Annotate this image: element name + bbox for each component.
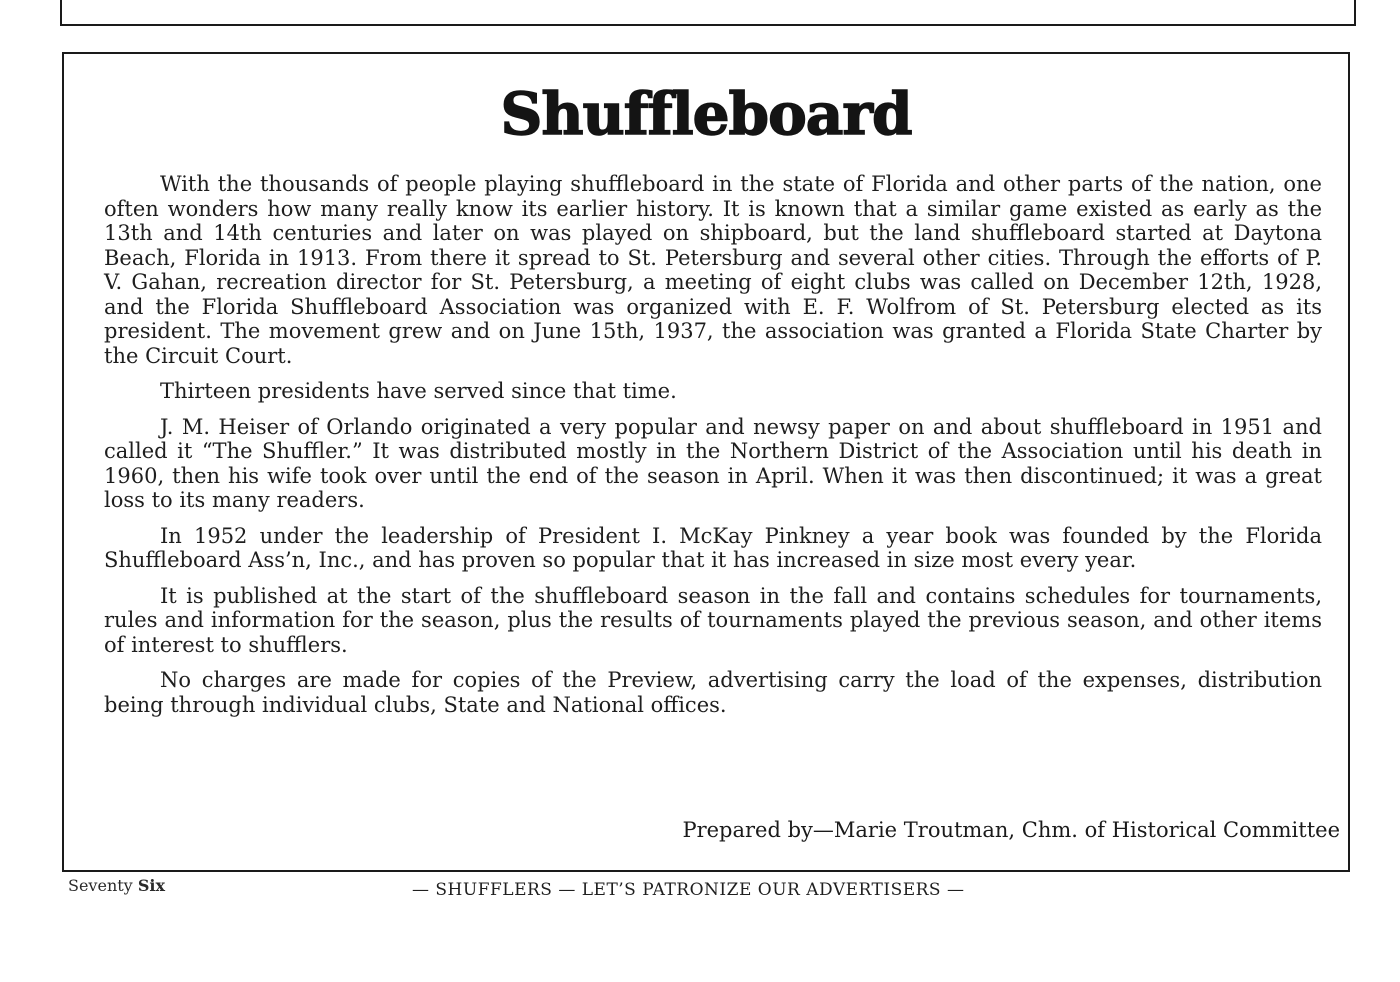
previous-article-box	[60, 0, 1356, 26]
paragraph-charges: No charges are made for copies of the Preview, advertising carry the load of the expenses, distribution being through individual clubs, State and National offices.	[104, 668, 1322, 717]
paragraph-publication: It is published at the start of the shuffleboard season in the fall and contains schedules for tournaments, rules and information for the season, plus the results of tournaments played the previous season, and other items of interest to shufflers.	[104, 583, 1322, 657]
paragraph-presidents: Thirteen presidents have served since that time.	[160, 379, 677, 403]
paragraph-year-book: In 1952 under the leadership of President I. McKay Pinkney a year book was founded by the Florida Shuffleboard Ass’n, Inc., and has proven so popular that it has increased in size most every year.	[104, 523, 1322, 572]
article-box	[62, 52, 1350, 872]
page-number-word: Seventy	[68, 876, 133, 895]
paragraph-history: With the thousands of people playing shuffleboard in the state of Florida and other parts of the nation, one often wonders how many really know its earlier history. It is known that a similar game existed as early as the 13th and 14th centuries and later on was played on shipboard, but the land shuffleboard started at Daytona Beach, Florida in 1913. From there it spread to St. Petersburg and several other cities. Through the efforts of P. V. Gahan, recreation director for St. Petersburg, a meeting of eight clubs was called on December 12th, 1928, and the Florida Shuffleboard Association was organized with E. F. Wolfrom of St. Petersburg elected as its president. The movement grew and on June 15th, 1937, the association was granted a Florida State Charter by the Circuit Court.	[104, 172, 1322, 368]
paragraph-shuffler-paper: J. M. Heiser of Orlando originated a very popular and newsy paper on and about shuffleboard in 1951 and called it “The Shuffler.” It was distributed mostly in the Northern District of the Association until his death in 1960, then his wife took over until the end of the season in April. When it was then discontinued; it was a great loss to its many readers.	[104, 414, 1322, 512]
page-number-word-bold: Six	[137, 876, 165, 895]
page-footer	[0, 874, 1400, 904]
article-title: Shuffleboard	[500, 80, 912, 148]
footer-slogan: — SHUFFLERS — LET’S PATRONIZE OUR ADVERTISERS —	[412, 880, 965, 900]
page-number	[68, 876, 165, 895]
article-body	[104, 172, 1322, 728]
prepared-by-credit: Prepared by—Marie Troutman, Chm. of Historical Committee	[682, 818, 1340, 842]
